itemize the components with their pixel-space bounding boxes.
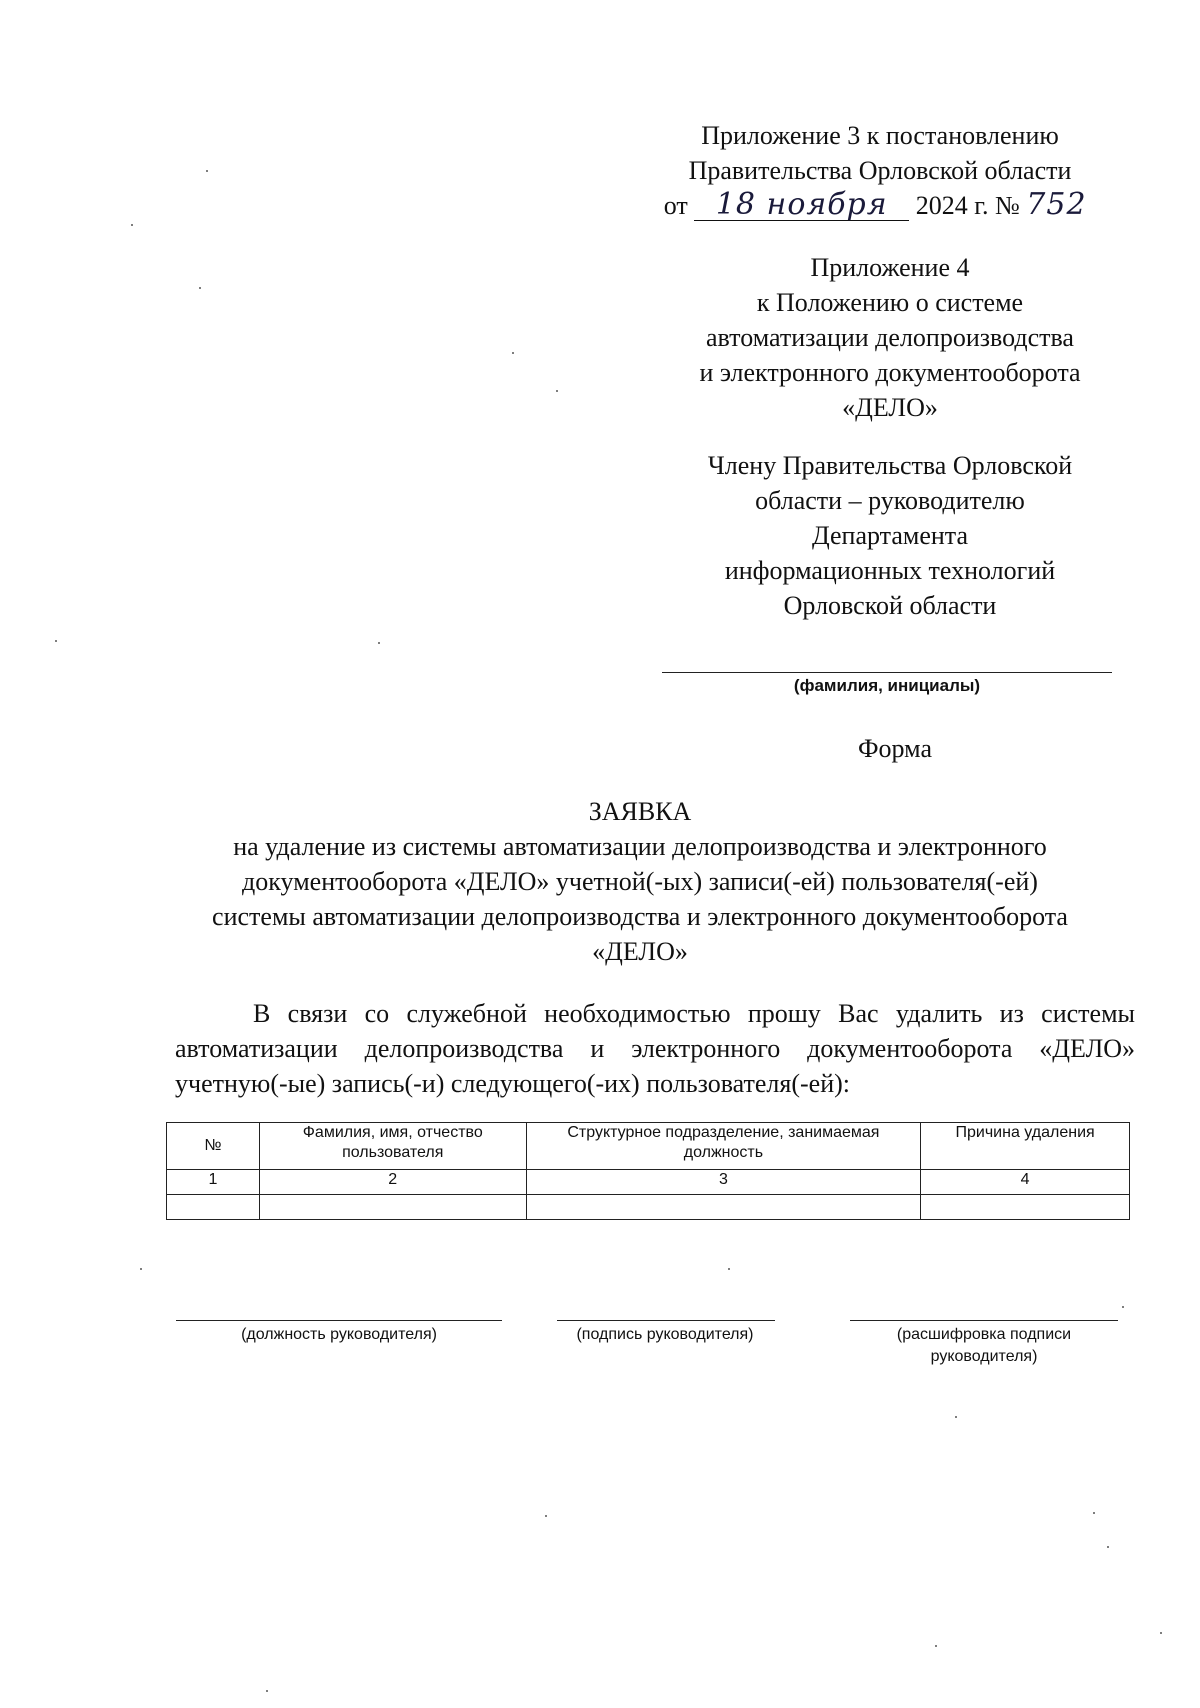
- handwritten-date: 18 ноября: [694, 190, 909, 221]
- column-header-full-name: Фамилия, имя, отчество пользователя: [259, 1123, 526, 1170]
- appendix-4-block: [670, 250, 1110, 425]
- table-cell: 4: [921, 1170, 1130, 1195]
- table-cell-empty[interactable]: [259, 1195, 526, 1220]
- scan-speck: [131, 224, 133, 226]
- scan-speck: [1107, 1546, 1109, 1548]
- scan-speck: [728, 1268, 730, 1270]
- scan-speck: [1093, 1512, 1095, 1514]
- title-line: системы автоматизации делопроизводства и электронного документооборота: [212, 902, 1068, 931]
- table-cell-empty[interactable]: [921, 1195, 1130, 1220]
- table-row-column-numbers: [167, 1170, 1130, 1195]
- column-header-department-position: Структурное подразделение, занимаемая должность: [526, 1123, 921, 1170]
- appendix-4-line: Приложение 4: [810, 253, 970, 282]
- addressee-name-line: [662, 672, 1112, 673]
- appendix-3-line-2: Правительства Орловской области: [688, 156, 1072, 185]
- signature-line: [557, 1320, 775, 1321]
- appendix-4-line: «ДЕЛО»: [842, 393, 938, 422]
- decoding-caption-line-2: руководителя): [930, 1348, 1038, 1365]
- position-signature-line: [176, 1320, 502, 1321]
- column-header-number: №: [167, 1123, 260, 1170]
- date-prefix: от: [663, 191, 688, 220]
- column-header-removal-reason: Причина удаления: [921, 1123, 1130, 1170]
- scan-speck: [512, 352, 514, 354]
- table-row-empty[interactable]: [167, 1195, 1130, 1220]
- addressee-line: информационных технологий: [724, 556, 1056, 585]
- addressee-block: [670, 448, 1110, 623]
- request-body: [175, 996, 1135, 1101]
- appendix-3-header: [640, 118, 1120, 223]
- signature-caption: (подпись руководителя): [576, 1326, 754, 1343]
- scan-speck: [266, 1690, 268, 1692]
- scan-speck: [1160, 1632, 1162, 1634]
- position-caption: (должность руководителя): [241, 1326, 437, 1343]
- scan-speck: [55, 640, 57, 642]
- handwritten-number: 752: [1026, 187, 1087, 222]
- scan-speck: [378, 642, 380, 644]
- title-line: документооборота «ДЕЛО» учетной(-ых) записи(-ей) пользователя(-ей): [242, 867, 1038, 896]
- table-cell-empty[interactable]: [526, 1195, 921, 1220]
- title-heading: ЗАЯВКА: [588, 797, 692, 826]
- scan-speck: [140, 1268, 142, 1270]
- title-line: «ДЕЛО»: [592, 937, 688, 966]
- title-line: на удаление из системы автоматизации делопроизводства и электронного: [233, 832, 1047, 861]
- table-cell: 2: [259, 1170, 526, 1195]
- scan-speck: [955, 1416, 957, 1418]
- scan-speck: [206, 170, 208, 172]
- year-text: 2024 г. №: [915, 191, 1020, 220]
- scan-speck: [556, 390, 558, 392]
- addressee-line: Орловской области: [783, 591, 997, 620]
- scan-speck: [545, 1515, 547, 1517]
- appendix-4-line: и электронного документооборота: [699, 358, 1081, 387]
- form-label: Форма: [858, 734, 932, 763]
- appendix-4-line: автоматизации делопроизводства: [706, 323, 1074, 352]
- users-table: [166, 1122, 1130, 1220]
- decoding-caption-line-1: (расшифровка подписи: [896, 1326, 1072, 1343]
- addressee-line: области – руководителю: [755, 486, 1025, 515]
- appendix-3-line-1: Приложение 3 к постановлению: [701, 121, 1059, 150]
- table-cell-empty[interactable]: [167, 1195, 260, 1220]
- addressee-line: Члену Правительства Орловской: [707, 451, 1073, 480]
- decree-date-line: [640, 188, 1120, 223]
- document-title: [150, 794, 1130, 969]
- scan-speck: [199, 287, 201, 289]
- table-cell: 1: [167, 1170, 260, 1195]
- table-header-row: [167, 1123, 1130, 1170]
- addressee-name-caption: (фамилия, инициалы): [793, 676, 981, 695]
- table-cell: 3: [526, 1170, 921, 1195]
- addressee-line: Департамента: [811, 521, 969, 550]
- request-paragraph: В связи со служебной необходимостью прошу Вас удалить из системы автоматизации делопроизводства и электронного документооборота «ДЕЛО» учетную(-ые) запись(-и) следующего(-их) пользователя(-ей):: [175, 999, 1135, 1098]
- scan-speck: [935, 1645, 937, 1647]
- decoding-signature-line: [850, 1320, 1118, 1321]
- decoding-caption: [850, 1324, 1118, 1368]
- scan-speck: [1122, 1306, 1124, 1308]
- appendix-4-line: к Положению о системе: [756, 288, 1024, 317]
